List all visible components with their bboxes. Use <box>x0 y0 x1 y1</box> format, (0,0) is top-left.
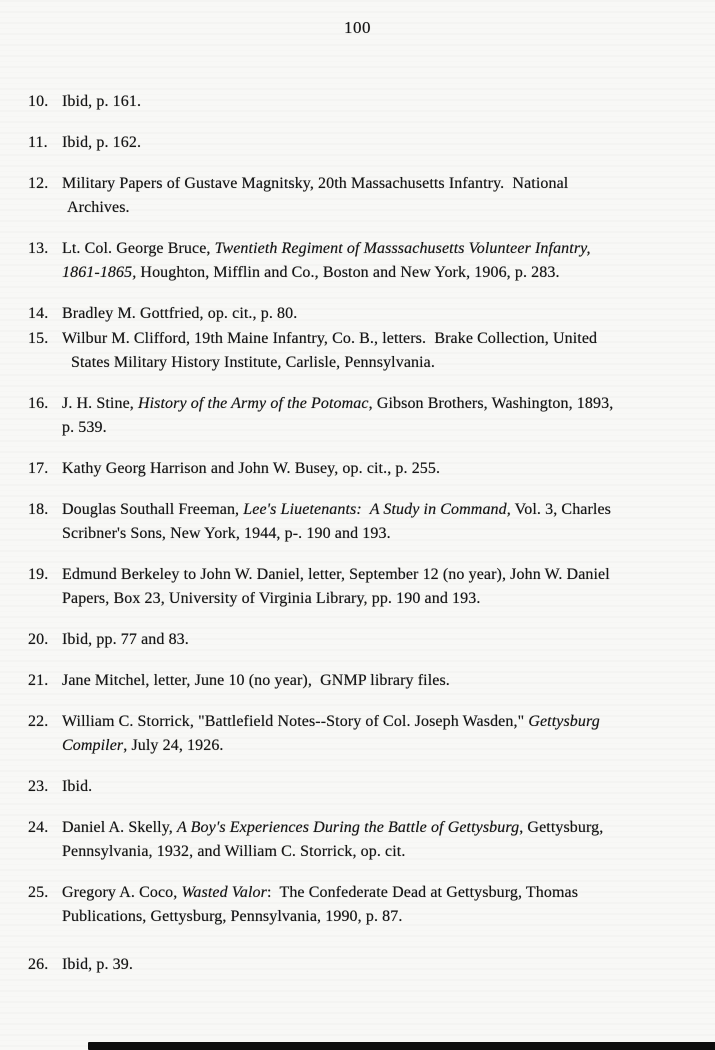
note-line <box>62 302 697 326</box>
note-line <box>62 172 697 196</box>
note-number: 21. <box>28 672 49 689</box>
note-text <box>62 237 697 285</box>
note-number: 13. <box>28 240 49 257</box>
note-segment-italic: Twentieth Regiment of Masssachusetts Volunteer Infantry, <box>214 240 591 257</box>
note-item <box>28 237 697 285</box>
note-segment-italic: Lee's Liuetenants: A Study in Command, <box>243 501 511 518</box>
note-number: 19. <box>28 566 49 583</box>
note-item <box>28 392 697 440</box>
note-line <box>62 522 697 546</box>
note-segment-italic: A Boy's Experiences During the Battle of Gettysburg <box>176 819 520 836</box>
note-segment: Ibid, pp. 77 and 83. <box>62 631 189 648</box>
note-text <box>62 775 697 799</box>
note-segment: Houghton, Mifflin and Co., Boston and New York, 1906, p. 283. <box>136 264 560 281</box>
note-item <box>28 953 697 977</box>
note-segment: Scribner's Sons, New York, 1944, p-. 190 and 193. <box>62 525 391 542</box>
note-segment: Daniel A. Skelly, <box>62 819 177 836</box>
note-segment: Douglas Southall Freeman, <box>62 501 244 518</box>
note-text <box>62 498 697 546</box>
note-line <box>62 905 697 929</box>
note-segment: Bradley M. Gottfried, op. cit., p. 80. <box>62 305 298 322</box>
note-segment-italic: 1861-1865, <box>62 264 137 281</box>
note-line <box>62 237 697 261</box>
note-segment: States Military History Institute, Carlisle, Pennsylvania. <box>71 354 435 371</box>
note-text <box>62 563 697 611</box>
note-line <box>62 669 697 693</box>
note-segment: Archives. <box>67 199 130 216</box>
note-line <box>62 881 697 905</box>
note-segment: Pennsylvania, 1932, and William C. Storrick, op. cit. <box>62 843 406 860</box>
note-number: 20. <box>28 631 49 648</box>
note-segment: Kathy Georg Harrison and John W. Busey, op. cit., p. 255. <box>62 460 441 477</box>
note-segment: Ibid, p. 162. <box>62 134 142 151</box>
note-item <box>28 669 697 693</box>
note-number: 23. <box>28 778 49 795</box>
note-item <box>28 775 697 799</box>
note-line <box>62 710 697 734</box>
note-item <box>28 302 697 326</box>
note-text <box>62 881 697 929</box>
note-text <box>62 710 697 758</box>
note-segment: Ibid. <box>62 778 93 795</box>
note-line <box>62 775 697 799</box>
note-segment-italic: Wasted Valor <box>181 884 267 901</box>
note-line <box>62 840 697 864</box>
note-segment: : The Confederate Dead at Gettysburg, Thomas <box>266 884 579 901</box>
note-line <box>62 734 697 758</box>
note-line <box>62 90 697 114</box>
note-item <box>28 172 697 220</box>
note-segment: Vol. 3, Charles <box>510 501 611 518</box>
note-segment: Wilbur M. Clifford, 19th Maine Infantry, Co. B., letters. Brake Collection, United <box>62 330 598 347</box>
note-text <box>62 131 697 155</box>
endnotes-list <box>28 90 697 977</box>
note-segment: , Gettysburg, <box>519 819 604 836</box>
note-text <box>62 816 697 864</box>
note-item <box>28 457 697 481</box>
note-number: 26. <box>28 956 49 973</box>
note-item <box>28 563 697 611</box>
page-number: 100 <box>344 18 371 37</box>
note-text <box>62 392 697 440</box>
note-number: 10. <box>28 93 49 110</box>
note-line <box>62 498 697 522</box>
note-item <box>28 498 697 546</box>
note-item <box>28 327 697 375</box>
note-segment: Papers, Box 23, University of Virginia Library, pp. 190 and 193. <box>62 590 481 607</box>
note-line <box>62 587 697 611</box>
note-line <box>62 261 697 285</box>
note-segment: Gregory A. Coco, <box>62 884 182 901</box>
note-line <box>62 457 697 481</box>
note-segment: , Gibson Brothers, Washington, 1893, <box>368 395 614 412</box>
note-number: 11. <box>28 134 48 151</box>
note-segment-italic: Gettysburg <box>528 713 600 730</box>
note-item <box>28 710 697 758</box>
note-number: 24. <box>28 819 49 836</box>
note-number: 17. <box>28 460 49 477</box>
note-line <box>62 953 697 977</box>
note-text <box>62 953 697 977</box>
note-text <box>62 669 697 693</box>
note-item <box>28 90 697 114</box>
note-item <box>28 131 697 155</box>
note-number: 25. <box>28 884 49 901</box>
note-number: 12. <box>28 175 49 192</box>
note-segment-italic: History of the Army of the Potomac <box>137 395 369 412</box>
note-line <box>62 416 697 440</box>
note-number: 14. <box>28 305 49 322</box>
note-text <box>62 302 697 326</box>
note-segment: Jane Mitchel, letter, June 10 (no year), GNMP library files. <box>62 672 450 689</box>
note-line <box>62 563 697 587</box>
note-item <box>28 816 697 864</box>
note-segment: William C. Storrick, "Battlefield Notes--Story of Col. Joseph Wasden," <box>62 713 529 730</box>
note-segment: Publications, Gettysburg, Pennsylvania, 1990, p. 87. <box>62 908 403 925</box>
note-segment: p. 539. <box>62 419 107 436</box>
note-segment: J. H. Stine, <box>62 395 138 412</box>
note-text <box>62 628 697 652</box>
note-segment: Ibid, p. 161. <box>62 93 142 110</box>
note-number: 16. <box>28 395 49 412</box>
note-line <box>62 816 697 840</box>
note-line <box>62 628 697 652</box>
note-segment: Military Papers of Gustave Magnitsky, 20th Massachusetts Infantry. National <box>62 175 569 192</box>
scan-artifact-bar <box>88 1042 715 1050</box>
note-line <box>62 351 697 375</box>
note-item <box>28 628 697 652</box>
note-segment: Lt. Col. George Bruce, <box>62 240 215 257</box>
note-number: 22. <box>28 713 49 730</box>
note-line <box>62 327 697 351</box>
note-text <box>62 457 697 481</box>
note-text <box>62 327 697 375</box>
note-text <box>62 172 697 220</box>
note-number: 15. <box>28 330 49 347</box>
note-text <box>62 90 697 114</box>
note-segment: , July 24, 1926. <box>123 737 224 754</box>
note-segment: Ibid, p. 39. <box>62 956 133 973</box>
note-line <box>62 131 697 155</box>
note-segment-italic: Compiler <box>62 737 124 754</box>
note-line <box>62 196 697 220</box>
note-item <box>28 881 697 929</box>
note-number: 18. <box>28 501 49 518</box>
note-segment: Edmund Berkeley to John W. Daniel, letter, September 12 (no year), John W. Daniel <box>62 566 610 583</box>
note-line <box>62 392 697 416</box>
